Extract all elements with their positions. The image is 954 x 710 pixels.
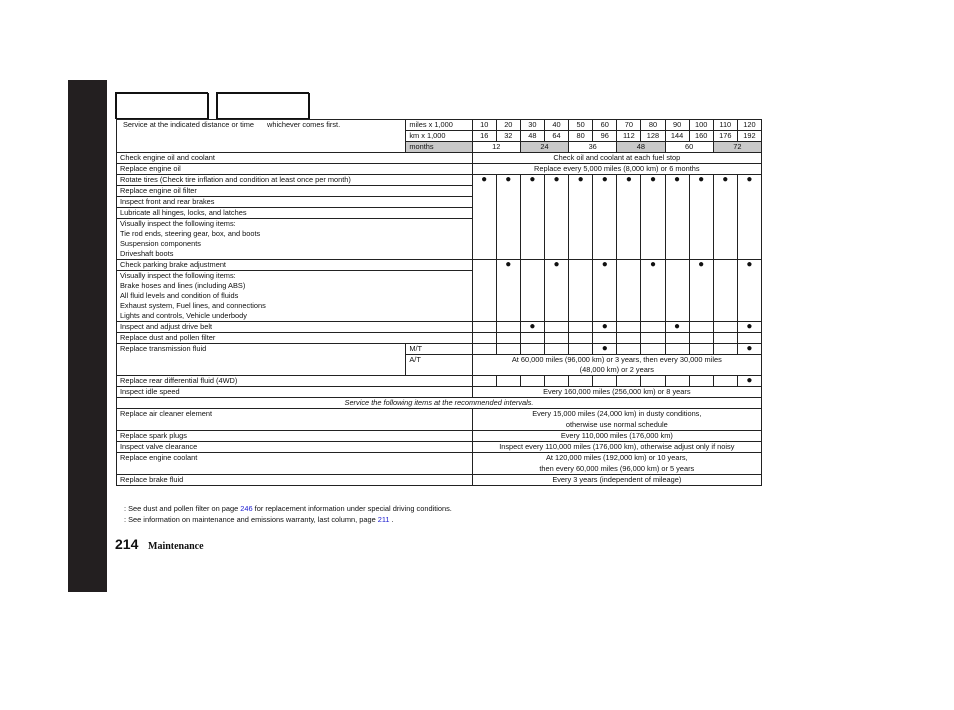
dot-cell: ● [737,322,761,333]
footnote-1-text-end: for replacement information under special driving conditions. [252,504,452,513]
table-row [117,164,762,175]
table-row [117,442,762,453]
dot-cell: ● [737,175,761,260]
empty-cell [617,344,641,355]
interval-note: Every 110,000 miles (176,000 km) [472,431,761,442]
empty-cell [472,333,496,344]
trans-fluid-blank [117,355,406,376]
note-line-1: At 120,000 miles (192,000 km) or 10 years, [545,453,688,462]
empty-cell [496,322,520,333]
empty-cell [520,344,544,355]
item-suspension: Suspension components [117,239,473,249]
page-link-246[interactable]: 246 [240,504,253,513]
km-cell: 64 [544,131,568,142]
item-parking: Check parking brake adjustment [117,260,473,271]
dot-cell: ● [520,175,544,260]
interval-note: Check oil and coolant at each fuel stop [472,153,761,164]
empty-cell [689,376,713,387]
dot-cell: ● [472,175,496,260]
km-label: km x 1,000 [406,131,472,142]
maintenance-schedule-table [116,119,762,486]
empty-cell [713,344,737,355]
months-label: months [406,142,472,153]
dot-cell: ● [689,175,713,260]
miles-cell: 90 [665,120,689,131]
item-idle: Inspect idle speed [117,387,473,398]
empty-cell [544,322,568,333]
km-cell: 16 [472,131,496,142]
table-row [117,398,762,409]
item-coolant: Replace engine coolant [117,453,473,475]
empty-cell [689,333,713,344]
item-trans-fluid: Replace transmission fluid [117,344,406,355]
header-service-cell [117,120,406,153]
empty-cell [689,322,713,333]
empty-cell [617,376,641,387]
at-label: A/T [406,355,472,376]
footnote-1-text: : See dust and pollen filter on page [124,504,241,513]
dot-cell: ● [593,260,617,322]
months-cell: 48 [617,142,665,153]
empty-cell [593,333,617,344]
empty-cell [569,260,593,322]
miles-cell: 20 [496,120,520,131]
empty-cell [713,376,737,387]
empty-cell [569,376,593,387]
table-row [117,431,762,442]
miles-cell: 100 [689,120,713,131]
note-line-1: Every 15,000 miles (24,000 km) in dusty conditions, [532,409,702,418]
item-exhaust: Exhaust system, Fuel lines, and connections [117,301,473,311]
item-rear-diff: Replace rear differential fluid (4WD) [117,376,473,387]
empty-cell [496,376,520,387]
miles-cell: 10 [472,120,496,131]
footnote-2-text: : See information on maintenance and emissions warranty, last column, page [124,515,378,524]
recommended-note: Service the following items at the recommended intervals. [117,398,762,409]
item-drive-belt: Inspect and adjust drive belt [117,322,473,333]
table-row [117,260,762,271]
table-row [117,475,762,486]
empty-cell [520,333,544,344]
dot-cell: ● [593,175,617,260]
dot-cell: ● [737,344,761,355]
interval-note [472,409,761,431]
table-row [117,322,762,333]
dot-cell: ● [496,260,520,322]
empty-cell [544,333,568,344]
item-oil-filter: Replace engine oil filter [117,186,473,197]
item-fluid-levels: All fluid levels and condition of fluids [117,291,473,301]
mt-label: M/T [406,344,472,355]
empty-cell [569,322,593,333]
empty-cell [665,333,689,344]
dot-cell: ● [593,344,617,355]
item-replace-oil: Replace engine oil [117,164,473,175]
empty-cell [472,376,496,387]
empty-cell [472,260,496,322]
miles-cell: 70 [617,120,641,131]
empty-cell [544,376,568,387]
empty-cell [641,376,665,387]
item-brake-fluid: Replace brake fluid [117,475,473,486]
miles-cell: 40 [544,120,568,131]
dot-cell: ● [713,175,737,260]
dot-cell: ● [544,260,568,322]
item-oil-coolant: Check engine oil and coolant [117,153,473,164]
empty-cell [665,260,689,322]
item-driveshaft: Driveshaft boots [117,249,473,260]
note-line-2: otherwise use normal schedule [565,420,668,429]
empty-cell [641,344,665,355]
interval-note: Replace every 5,000 miles (8,000 km) or 6 months [472,164,761,175]
dot-cell: ● [689,260,713,322]
table-row [117,153,762,164]
interval-note [472,453,761,475]
item-spark: Replace spark plugs [117,431,473,442]
km-cell: 144 [665,131,689,142]
interval-note: Inspect every 110,000 miles (176,000 km), otherwise adjust only if noisy [472,442,761,453]
service-text: Service at the indicated distance or time [123,120,255,129]
dot-cell: ● [496,175,520,260]
item-tie-rod: Tie rod ends, steering gear, box, and boots [117,229,473,239]
dot-cell: ● [617,175,641,260]
table-row [117,344,762,355]
footnote-1 [124,504,452,513]
months-cell: 36 [569,142,617,153]
dot-cell: ● [641,260,665,322]
km-cell: 128 [641,131,665,142]
miles-cell: 120 [737,120,761,131]
empty-cell [593,376,617,387]
table-row [117,175,762,186]
sidebar-bar [68,80,107,592]
at-interval-note [472,355,761,376]
empty-cell [472,322,496,333]
dot-cell: ● [665,175,689,260]
interval-note: Every 3 years (independent of mileage) [472,475,761,486]
empty-cell [617,333,641,344]
months-cell: 72 [713,142,761,153]
table-row [117,409,762,431]
empty-cell [665,376,689,387]
empty-cell [713,260,737,322]
item-visual2: Visually inspect the following items: [117,271,473,282]
km-cell: 160 [689,131,713,142]
item-visual1: Visually inspect the following items: [117,219,473,230]
whichever-text: whichever comes first. [267,120,341,129]
dot-cell: ● [641,175,665,260]
empty-cell [520,260,544,322]
footnote-2-text-end: . [389,515,394,524]
item-brake-hoses: Brake hoses and lines (including ABS) [117,281,473,291]
months-cell: 24 [520,142,568,153]
table-row [117,355,762,376]
dot-cell: ● [737,376,761,387]
km-cell: 192 [737,131,761,142]
interval-note: Every 160,000 miles (256,000 km) or 8 years [472,387,761,398]
empty-cell [641,333,665,344]
at-note-line-1: At 60,000 miles (96,000 km) or 3 years, then every 30,000 miles [511,355,722,364]
page-number: 214 [115,536,139,552]
empty-cell [569,333,593,344]
empty-cell [641,322,665,333]
dot-cell: ● [544,175,568,260]
item-brakes: Inspect front and rear brakes [117,197,473,208]
table-row [117,387,762,398]
header-row-miles [117,120,762,131]
miles-cell: 110 [713,120,737,131]
km-cell: 80 [569,131,593,142]
empty-cell [520,376,544,387]
miles-cell: 50 [569,120,593,131]
dot-cell: ● [593,322,617,333]
page-link-211[interactable]: 211 [377,515,390,524]
empty-cell [689,344,713,355]
months-cell: 12 [472,142,520,153]
miles-cell: 60 [593,120,617,131]
km-cell: 48 [520,131,544,142]
item-lubricate: Lubricate all hinges, locks, and latches [117,208,473,219]
footnote-2 [124,515,394,524]
empty-cell [496,333,520,344]
empty-cell [569,344,593,355]
item-air-cleaner: Replace air cleaner element [117,409,473,431]
item-valve: Inspect valve clearance [117,442,473,453]
km-cell: 176 [713,131,737,142]
dot-cell: ● [520,322,544,333]
empty-cell [472,344,496,355]
empty-cell [617,260,641,322]
km-cell: 32 [496,131,520,142]
table-row [117,376,762,387]
header-box-1 [115,92,208,119]
item-dust-filter: Replace dust and pollen filter [117,333,473,344]
header-box-2 [216,92,309,119]
empty-cell [713,322,737,333]
empty-cell [544,344,568,355]
empty-cell [617,322,641,333]
miles-label: miles x 1,000 [406,120,472,131]
note-line-2: then every 60,000 miles (96,000 km) or 5 years [539,464,695,473]
empty-cell [713,333,737,344]
empty-cell [496,344,520,355]
at-note-line-2: (48,000 km) or 2 years [579,365,654,374]
item-rotate: Rotate tires (Check tire inflation and condition at least once per month) [117,175,473,186]
km-cell: 112 [617,131,641,142]
months-cell: 60 [665,142,713,153]
km-cell: 96 [593,131,617,142]
miles-cell: 80 [641,120,665,131]
table-row [117,333,762,344]
dot-cell: ● [737,260,761,322]
dot-cell: ● [569,175,593,260]
dot-cell: ● [665,322,689,333]
item-lights: Lights and controls, Vehicle underbody [117,311,473,322]
miles-cell: 30 [520,120,544,131]
section-title: Maintenance [148,541,204,552]
table-row [117,453,762,475]
empty-cell [737,333,761,344]
empty-cell [665,344,689,355]
